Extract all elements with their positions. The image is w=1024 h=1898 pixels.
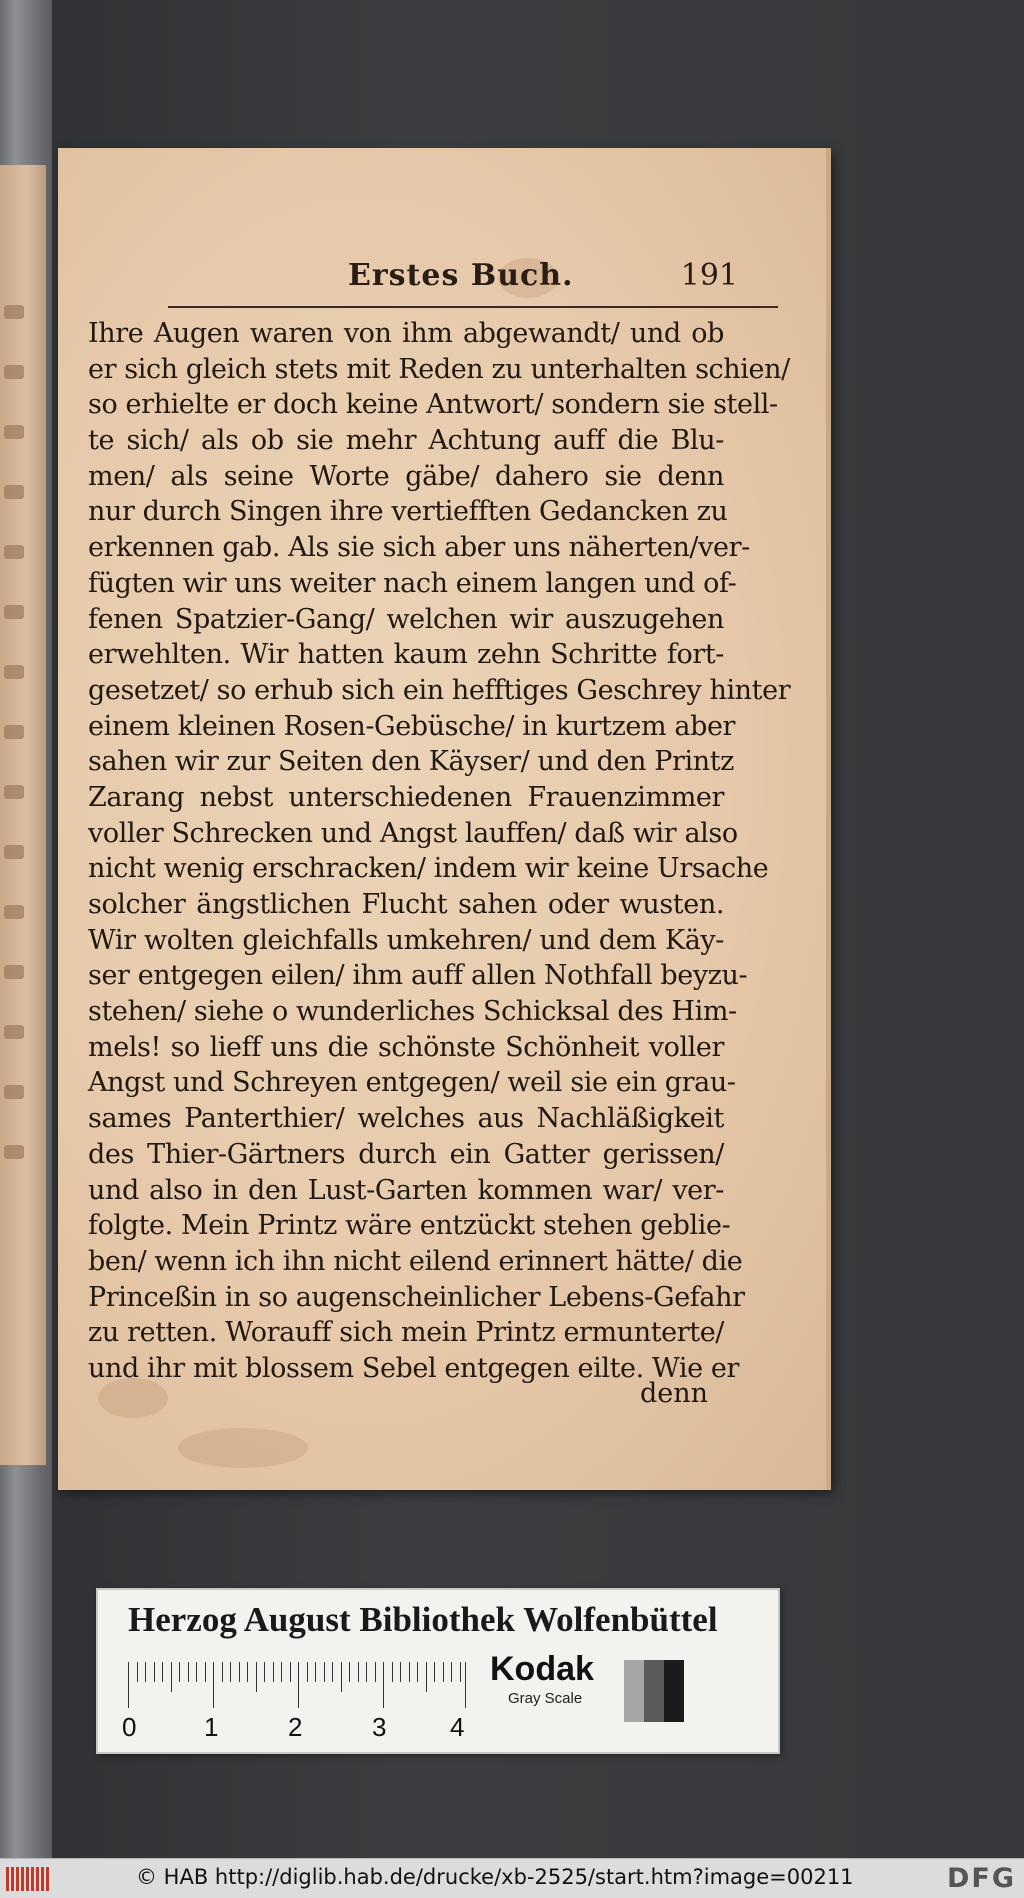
page-number: 191 <box>680 258 738 293</box>
text-line: folgte. Mein Printz wäre entzückt stehen geblie- <box>88 1210 731 1242</box>
ruler-tick <box>162 1662 163 1682</box>
adjacent-page-edge <box>0 0 52 1858</box>
bleed-glyph <box>4 665 24 679</box>
running-title: Erstes Buch. <box>348 258 574 293</box>
ruler-tick <box>273 1662 274 1682</box>
text-line: mels! so lieff uns die schönste Schönheit voller <box>88 1031 724 1063</box>
ruler-tick <box>171 1662 172 1692</box>
text-line: des Thier-Gärtners durch ein Gatter gerissen/ <box>88 1138 724 1170</box>
text-line: einem kleinen Rosen-Gebüsche/ in kurtzem aber <box>88 710 736 742</box>
gray-patch <box>624 1660 644 1722</box>
text-line: voller Schrecken und Angst lauffen/ daß wir also <box>88 817 738 849</box>
ruler-tick <box>392 1662 393 1682</box>
text-line: zu retten. Worauff sich mein Printz ermunterte/ <box>88 1317 724 1349</box>
paper-stain <box>178 1428 308 1468</box>
kodak-logo: Kodak <box>490 1650 594 1688</box>
text-line: sahen wir zur Seiten den Käyser/ und den Printz <box>88 746 734 778</box>
ruler-tick <box>375 1662 376 1682</box>
body-text <box>88 316 791 1387</box>
text-line: er sich gleich stets mit Reden zu unterhalten schien/ <box>88 353 790 385</box>
gray-patch <box>664 1660 684 1722</box>
text-line: ben/ wenn ich ihn nicht eilend erinnert hätte/ die <box>88 1245 743 1277</box>
text-line: Wir wolten gleichfalls umkehren/ und dem Käy- <box>88 924 724 956</box>
ruler-tick <box>358 1662 359 1682</box>
ruler-tick <box>332 1662 333 1682</box>
ruler-tick <box>409 1662 410 1682</box>
ruler-tick <box>281 1662 282 1682</box>
scale-number: 3 <box>372 1712 387 1742</box>
ruler-tick <box>324 1662 325 1682</box>
barcode-icon <box>6 1867 50 1891</box>
bleed-glyph <box>4 1025 24 1039</box>
ruler-tick <box>256 1662 257 1692</box>
gray-scale-patches <box>624 1660 684 1722</box>
header-rule <box>168 306 778 308</box>
ruler-tick <box>349 1662 350 1682</box>
ruler-scale <box>128 1662 466 1708</box>
bleed-glyph <box>4 785 24 799</box>
ruler-tick <box>417 1662 418 1682</box>
footer-bar <box>0 1858 1024 1898</box>
ruler-tick <box>264 1662 265 1682</box>
text-line: nur durch Singen ihre vertiefften Gedancken zu <box>88 496 728 528</box>
bleed-glyph <box>4 305 24 319</box>
ruler-tick <box>400 1662 401 1682</box>
text-line: Zarang nebst unterschiedenen Frauenzimmer <box>88 781 724 813</box>
ruler-tick <box>188 1662 189 1682</box>
bleed-glyph <box>4 905 24 919</box>
bleed-glyph <box>4 1085 24 1099</box>
ruler-tick <box>213 1662 214 1708</box>
bleed-glyph <box>4 365 24 379</box>
scale-number: 1 <box>204 1712 219 1742</box>
ruler-tick <box>179 1662 180 1682</box>
copyright-link[interactable]: © HAB http://diglib.hab.de/drucke/xb-2525/start.htm?image=00211 <box>136 1865 854 1889</box>
ruler-tick <box>230 1662 231 1682</box>
institution-name: Herzog August Bibliothek Wolfenbüttel <box>128 1600 718 1639</box>
ruler-tick <box>154 1662 155 1682</box>
text-line: Princeßin in so augenscheinlicher Lebens-Gefahr <box>88 1281 745 1313</box>
text-line: erkennen gab. Als sie sich aber uns näherten/ver- <box>88 532 750 564</box>
ruler-tick <box>128 1662 129 1708</box>
ruler-tick <box>290 1662 291 1682</box>
text-line: sames Panterthier/ welches aus Nachläßigkeit <box>88 1103 724 1135</box>
running-head <box>168 258 768 304</box>
scale-number: 4 <box>450 1712 465 1742</box>
text-line: nicht wenig erschracken/ indem wir keine Ursache <box>88 853 769 885</box>
ruler-tick <box>451 1662 452 1682</box>
catchword: denn <box>639 1378 708 1409</box>
ruler-tick <box>307 1662 308 1682</box>
text-line: solcher ängstlichen Flucht sahen oder wusten. <box>88 889 724 920</box>
text-line: so erhielte er doch keine Antwort/ sondern sie stell- <box>88 389 778 421</box>
text-line: men/ als seine Worte gäbe/ dahero sie denn <box>88 460 724 492</box>
previous-page-strip <box>0 165 46 1465</box>
ruler-tick <box>196 1662 197 1682</box>
dfg-logo: DFG <box>946 1863 1016 1894</box>
text-line: ser entgegen eilen/ ihm auff allen Nothfall beyzu- <box>88 960 748 992</box>
text-line: stehen/ siehe o wunderliches Schicksal des Him- <box>88 996 737 1028</box>
bleed-glyph <box>4 845 24 859</box>
ruler-tick <box>443 1662 444 1682</box>
ruler-tick <box>383 1662 384 1708</box>
bleed-glyph <box>4 545 24 559</box>
ruler-tick <box>460 1662 461 1682</box>
scale-number: 0 <box>122 1712 137 1742</box>
ruler-tick <box>426 1662 427 1692</box>
scale-number: 2 <box>288 1712 303 1742</box>
text-line: erwehlten. Wir hatten kaum zehn Schritte fort- <box>88 639 724 671</box>
bleed-glyph <box>4 725 24 739</box>
gray-patch <box>644 1660 664 1722</box>
ruler-tick <box>298 1662 299 1708</box>
bleed-glyph <box>4 1145 24 1159</box>
text-line: te sich/ als ob sie mehr Achtung auff die Blu- <box>88 425 724 457</box>
text-line: Angst und Schreyen entgegen/ weil sie ein grau- <box>88 1067 736 1099</box>
text-line: gesetzet/ so erhub sich ein hefftiges Geschrey hinter <box>88 674 791 706</box>
ruler-tick <box>239 1662 240 1682</box>
bleed-glyph <box>4 425 24 439</box>
text-line: fenen Spatzier-Gang/ welchen wir auszugehen <box>88 603 724 635</box>
ruler-tick <box>145 1662 146 1682</box>
ruler-tick <box>434 1662 435 1682</box>
text-line: fügten wir uns weiter nach einem langen und of- <box>88 567 737 599</box>
bleed-glyph <box>4 965 24 979</box>
ruler-tick <box>137 1662 138 1682</box>
gray-scale-label: Gray Scale <box>508 1690 583 1707</box>
book-page <box>58 148 831 1490</box>
ruler-tick <box>222 1662 223 1682</box>
ruler-tick <box>205 1662 206 1682</box>
color-calibration-bar <box>96 1588 780 1754</box>
ruler-tick <box>341 1662 342 1692</box>
ruler-tick <box>465 1662 466 1708</box>
text-line: Ihre Augen waren von ihm abgewandt/ und ob <box>88 318 724 349</box>
bleed-glyph <box>4 605 24 619</box>
text-line: und ihr mit blossem Sebel entgegen eilte. Wie er <box>88 1352 739 1384</box>
ruler-tick <box>315 1662 316 1682</box>
text-line: und also in den Lust-Garten kommen war/ ver- <box>88 1174 724 1206</box>
bleed-glyph <box>4 485 24 499</box>
ruler-tick <box>366 1662 367 1682</box>
ruler-tick <box>247 1662 248 1682</box>
